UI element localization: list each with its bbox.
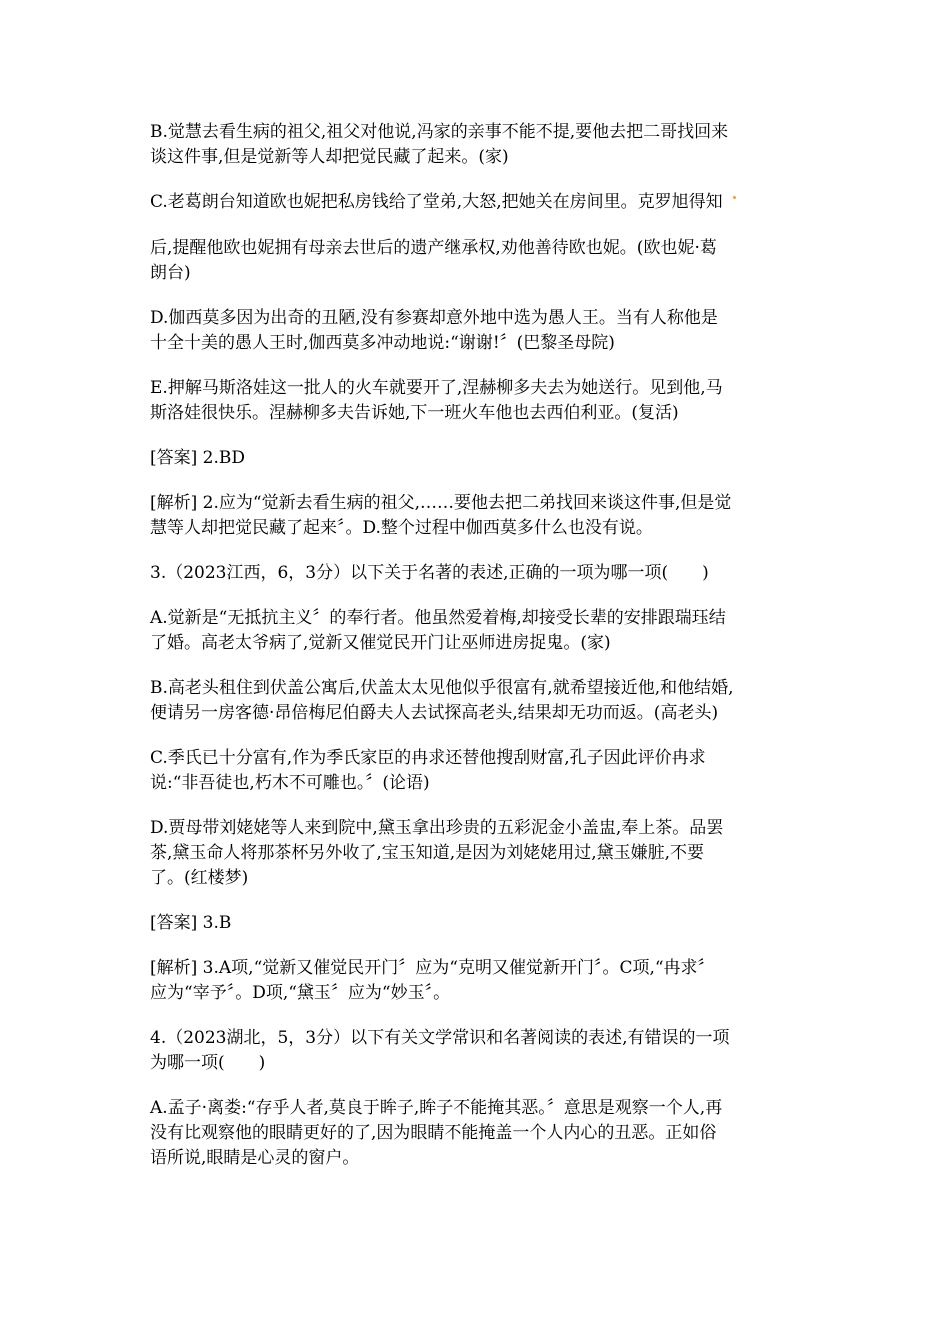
answer-3: [答案] 3.B bbox=[150, 913, 232, 933]
question-3: 3.（2023江西，6，3分）以下关于名著的表述,正确的一项为哪一项( ) bbox=[150, 563, 709, 583]
option-2c-part2: 后,提醒他欧也妮拥有母亲去世后的遗产继承权,劝他善待欧也妮。(欧也妮·葛 朗台) bbox=[150, 238, 717, 283]
option-2d: D.伽西莫多因为出奇的丑陋,没有参赛却意外地中选为愚人王。当有人称他是 十全十美的愚人王时,伽西莫多冲动地说:“谢谢!〞(巴黎圣母院) bbox=[150, 308, 718, 353]
option-3a: A.觉新是“无抵抗主义〞的奉行者。他虽然爱着梅,却接受长辈的安排跟瑞珏结 了婚。高老太爷病了,觉新又催觉民开门让巫师进房捉鬼。(家) bbox=[150, 608, 726, 653]
explanation-2: [解析] 2.应为“觉新去看生病的祖父,……要他去把二弟找回来谈这件事,但是觉 慧等人却把觉民藏了起来〞。D.整个过程中伽西莫多什么也没有说。 bbox=[150, 493, 732, 538]
option-3d: D.贾母带刘姥姥等人来到院中,黛玉拿出珍贵的五彩泥金小盖盅,奉上茶。品罢 茶,黛玉命人将那茶杯另外收了,宝玉知道,是因为刘姥姥用过,黛玉嫌脏,不要 了。(红楼梦) bbox=[150, 818, 724, 888]
option-2c-part1: C.老葛朗台知道欧也妮把私房钱给了堂弟,大怒,把她关在房间里。克罗旭得知 bbox=[150, 192, 723, 212]
document-body bbox=[150, 120, 810, 1191]
option-2b: B.觉慧去看生病的祖父,祖父对他说,冯家的亲事不能不提,要他去把二哥找回来 谈这件事,但是觉新等人却把觉民藏了起来。(家) bbox=[150, 122, 729, 167]
option-4a: A.孟子·离娄:“存乎人者,莫良于眸子,眸子不能掩其恶。〞意思是观察一个人,再 没有比观察他的眼睛更好的了,因为眼睛不能掩盖一个人内心的丑恶。正如俗 语所说,眼睛是心灵的窗户。 bbox=[150, 1098, 723, 1168]
option-3b: B.高老头租住到伏盖公寓后,伏盖太太见他似乎很富有,就希望接近他,和他结婚, 便请另一房客德·昂倍梅尼伯爵夫人去试探高老头,结果却无功而返。(高老头) bbox=[150, 678, 734, 723]
option-2e: E.押解马斯洛娃这一批人的火车就要开了,涅赫柳多夫去为她送行。见到他,马 斯洛娃很快乐。涅赫柳多夫告诉她,下一班火车他也去西伯利亚。(复活) bbox=[150, 378, 723, 423]
answer-2: [答案] 2.BD bbox=[150, 448, 246, 468]
option-3c: C.季氏已十分富有,作为季氏家臣的冉求还替他搜刮财富,孔子因此评价冉求 说:“非吾徒也,朽木不可雕也。〞(论语) bbox=[150, 748, 706, 793]
explanation-3: [解析] 3.A项,“觉新又催觉民开门〞应为“克明又催觉新开门〞。C项,“冉求〞 应为“宰予〞。D项,“黛玉〞应为“妙玉〞。 bbox=[150, 958, 715, 1003]
question-4: 4.（2023湖北，5，3分）以下有关文学常识和名著阅读的表述,有错误的一项 为哪一项( ) bbox=[150, 1028, 730, 1073]
